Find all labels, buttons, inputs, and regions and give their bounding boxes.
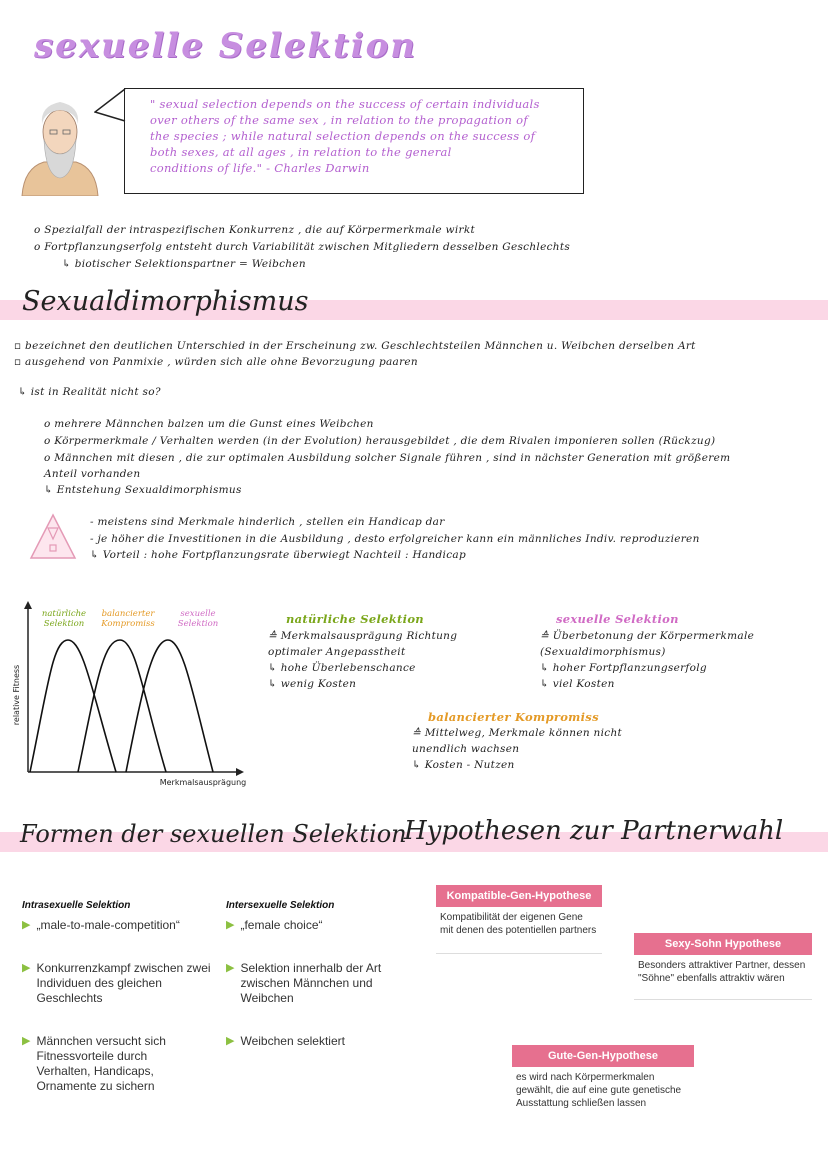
natural-title: natürliche Selektion (286, 612, 424, 626)
divider (634, 999, 812, 1000)
inter-item-text: „female choice“ (240, 918, 323, 932)
speech-bubble-tail (94, 88, 126, 122)
divider (436, 953, 602, 954)
warning-line: ↳ Vorteil : hohe Fortpflanzungsrate überwiegt Nachteil : Handicap (90, 549, 466, 561)
arrow-right-icon: ▶ (226, 919, 235, 931)
card-title: Sexy-Sohn Hypothese (634, 933, 812, 955)
sub-line: o Körpermerkmale / Verhalten werden (in der Evolution) herausgebildet , die dem Rivalen imponieren sollen (Rückzug) (44, 435, 716, 447)
quote-line: " sexual selection depends on the success of certain individuals (150, 97, 540, 111)
darwin-portrait-icon (20, 96, 100, 196)
balanced-line: ≙ Mittelweg, Merkmale können nicht (412, 727, 623, 739)
quote-line: over others of the same sex , in relation to the propagation of (150, 113, 528, 127)
y-axis-arrow-icon (24, 601, 32, 609)
section-title-hypothesen: Hypothesen zur Partnerwahl (404, 816, 784, 846)
label-sexual-2: Selektion (177, 619, 219, 629)
dimorph-line: ▫ bezeichnet den deutlichen Unterschied in der Erscheinung zw. Geschlechtsteilen Männchen u. Weibchen derselben Art (14, 340, 696, 352)
arrow-right-icon: ▶ (22, 962, 31, 974)
label-sexual-1: sexuelle (180, 609, 216, 619)
section-title-sexualdimorphismus: Sexualdimorphismus (22, 286, 309, 317)
intra-item (22, 961, 212, 1006)
label-natural-2: Selektion (43, 619, 85, 629)
intra-heading: Intrasexuelle Selektion (22, 900, 131, 911)
intro-bullet: o Fortpflanzungserfolg entsteht durch Variabilität zwischen Mitgliedern desselben Geschlechts (34, 241, 571, 253)
arrow-right-icon: ▶ (22, 919, 31, 931)
sexual-line: ≙ Überbetonung der Körpermerkmale (540, 630, 755, 642)
inter-item (226, 918, 406, 933)
card-gute-gen (512, 1045, 694, 1114)
balanced-title: balancierter Kompromiss (428, 710, 599, 724)
sub-line: o mehrere Männchen balzen um die Gunst eines Weibchen (44, 418, 374, 430)
label-balanced-1: balancierter (101, 609, 155, 619)
page-title: sexuelle Selektion (34, 26, 418, 66)
card-text: es wird nach Körpermerkmalen gewählt, die auf eine gute genetische Ausstattung schließen lassen (516, 1072, 682, 1109)
inter-heading: Intersexuelle Selektion (226, 900, 335, 911)
sub-line: ↳ Entstehung Sexualdimorphismus (44, 484, 242, 496)
sub-line: Anteil vorhanden (44, 468, 141, 480)
dimorph-line: ▫ ausgehend von Panmixie , würden sich alle ohne Bevorzugung paaren (14, 356, 418, 368)
sexual-line: ↳ viel Kosten (540, 678, 615, 690)
quote-line: the species ; while natural selection depends on the success of (150, 129, 536, 143)
card-title: Kompatible-Gen-Hypothese (436, 885, 602, 907)
section-title-formen: Formen der sexuellen Selektion (20, 820, 407, 848)
warning-triangle-icon (28, 512, 78, 562)
label-balanced-2: Kompromiss (101, 619, 155, 629)
intra-item-text: „male-to-male-competition“ (36, 918, 180, 932)
sexual-line: ↳ hoher Fortpflanzungserfolg (540, 662, 707, 674)
card-text: Besonders attraktiver Partner, dessen "Söhne" ebenfalls attraktiv wären (638, 960, 806, 984)
inter-item-text: Weibchen selektiert (240, 1034, 345, 1048)
x-axis-arrow-icon (236, 768, 244, 776)
natural-line: ↳ hohe Überlebenschance (268, 662, 416, 674)
arrow-right-icon: ▶ (226, 962, 235, 974)
arrow-right-icon: ▶ (226, 1035, 235, 1047)
intra-item (22, 918, 207, 933)
inter-item (226, 961, 406, 1006)
quote-line: both sexes, at all ages , in relation to the general (150, 145, 452, 159)
card-title: Gute-Gen-Hypothese (512, 1045, 694, 1067)
quote-line: conditions of life." - Charles Darwin (150, 161, 370, 175)
intra-item-text: Männchen versucht sich Fitnessvorteile durch Verhalten, Handicaps, Ornamente zu sichern (36, 1034, 166, 1093)
darwin-quote (150, 96, 575, 176)
curve-sexual (126, 640, 213, 772)
dimorph-line: ↳ ist in Realität nicht so? (18, 386, 161, 398)
inter-item-text: Selektion innerhalb der Art zwischen Männchen und Weibchen (240, 961, 382, 1005)
sexual-title: sexuelle Selektion (556, 612, 679, 626)
balanced-line: ↳ Kosten - Nutzen (412, 759, 515, 771)
card-text: Kompatibilität der eigenen Gene mit denen des potentiellen partners (440, 912, 597, 936)
warning-line: - je höher die Investitionen in die Ausbildung , desto erfolgreicher kann ein männliches Indiv. reproduzieren (90, 533, 700, 545)
arrow-right-icon: ▶ (22, 1035, 31, 1047)
intra-item (22, 1034, 192, 1094)
balanced-line: unendlich wachsen (412, 743, 520, 755)
sexual-line: (Sexualdimorphismus) (540, 646, 666, 658)
x-axis-label: Merkmalsausprägung (159, 778, 247, 787)
intro-bullet: o Spezialfall der intraspezifischen Konkurrenz , die auf Körpermerkmale wirkt (34, 224, 476, 236)
sub-line: o Männchen mit diesen , die zur optimalen Ausbildung solcher Signale führen , sind in nächster Generation mit größerem (44, 452, 731, 464)
fitness-graph (8, 595, 258, 795)
natural-line: ↳ wenig Kosten (268, 678, 357, 690)
inter-item (226, 1034, 406, 1049)
card-kompatible-gen (436, 885, 602, 954)
natural-line: optimaler Angepasstheit (268, 646, 406, 658)
warning-line: - meistens sind Merkmale hinderlich , stellen ein Handicap dar (90, 516, 445, 528)
label-natural-1: natürliche (41, 609, 87, 619)
intro-bullet: ↳ biotischer Selektionspartner = Weibchen (62, 258, 306, 270)
natural-line: ≙ Merkmalsausprägung Richtung (268, 630, 458, 642)
intra-item-text: Konkurrenzkampf zwischen zwei Individuen des gleichen Geschlechts (36, 961, 211, 1005)
y-axis-label: relative Fitness (12, 664, 21, 726)
card-sexy-sohn (634, 933, 812, 1000)
